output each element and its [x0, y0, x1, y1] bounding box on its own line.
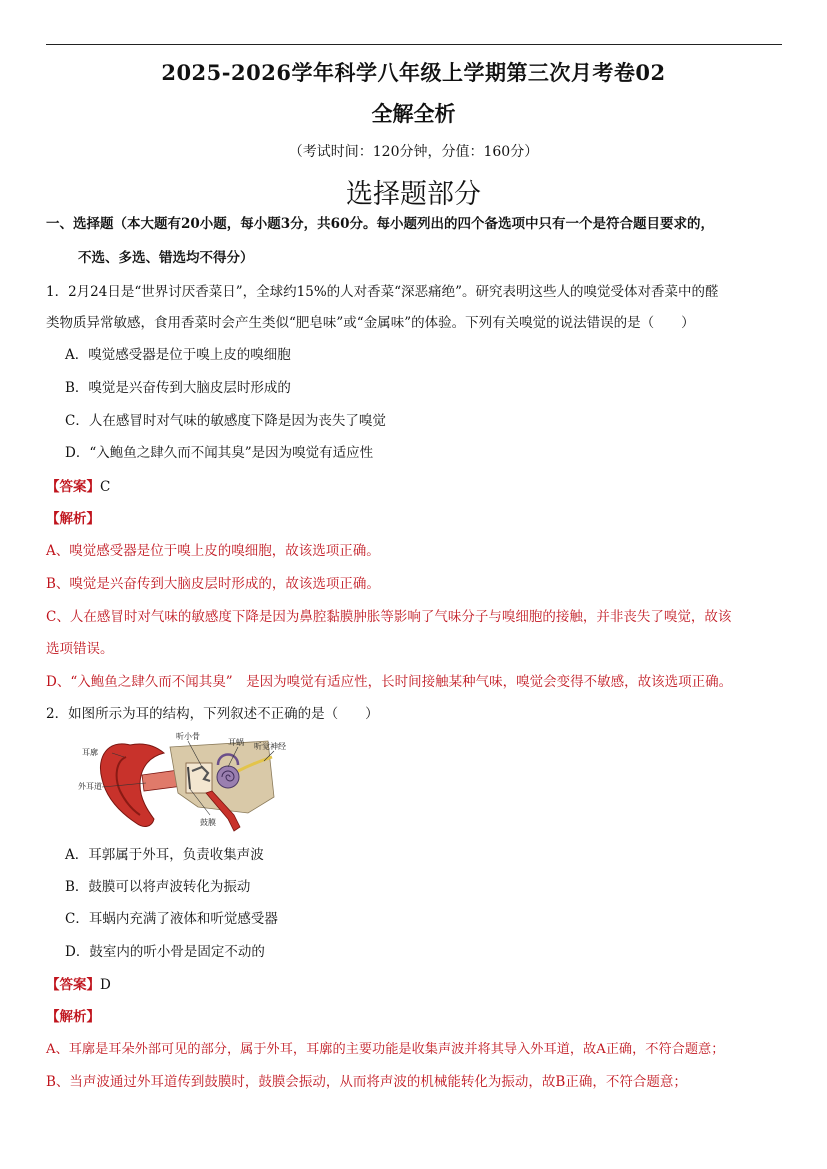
q1-answer-value: C: [100, 479, 111, 495]
instructions-line-2: 不选、多选、错选均不得分）: [78, 250, 254, 266]
page-title: 2025-2026学年科学八年级上学期第三次月考卷02: [161, 60, 666, 85]
q1-option-a: A．嗅觉感受器是位于嗅上皮的嗅细胞: [65, 347, 291, 363]
exam-info: （考试时间：120分钟，分值：160分）: [288, 144, 539, 160]
label-eardrum: 鼓膜: [200, 818, 216, 827]
q2-option-d: D．鼓室内的听小骨是固定不动的: [65, 944, 265, 960]
q2-option-c: C．耳蜗内充满了液体和听觉感受器: [65, 911, 278, 927]
q1-analysis-tag: 【解析】: [46, 511, 100, 527]
q1-analysis-c1: C、人在感冒时对气味的敏感度下降是因为鼻腔黏膜肿胀等影响了气味分子与嗅细胞的接触，并非丧失了嗅觉，故该: [46, 609, 732, 625]
q2-analysis-a: A、耳廓是耳朵外部可见的部分，属于外耳，耳廓的主要功能是收集声波并将其导入外耳道，故A正确，不符合题意；: [46, 1042, 725, 1057]
q2-analysis-b: B、当声波通过外耳道传到鼓膜时，鼓膜会振动，从而将声波的机械能转化为振动，故B正确，不符合题意；: [46, 1074, 687, 1090]
label-ossicles: 听小骨: [176, 732, 200, 741]
ear-diagram: [78, 727, 318, 837]
q1-answer: [46, 477, 110, 497]
q2-answer-tag: 【答案】: [46, 977, 100, 993]
q2-stem: 2．如图所示为耳的结构，下列叙述不正确的是（ ）: [46, 706, 379, 722]
q1-option-c: C．人在感冒时对气味的敏感度下降是因为丧失了嗅觉: [65, 413, 386, 429]
label-auditory-nerve: 听觉神经: [254, 742, 286, 751]
label-ear-canal: 外耳道: [78, 782, 102, 791]
q2-option-b: B．鼓膜可以将声波转化为振动: [65, 879, 251, 895]
q1-analysis-b: B、嗅觉是兴奋传到大脑皮层时形成的，故该选项正确。: [46, 576, 380, 592]
ear-structure-figure: [78, 727, 318, 837]
header-rule: [46, 44, 782, 45]
q1-analysis-c2: 选项错误。: [46, 641, 114, 657]
label-cochlea: 耳蜗: [228, 738, 244, 747]
q1-stem-line-1: 1．2月24日是“世界讨厌香菜日”，全球约15%的人对香菜“深恶痛绝”。研究表明这些人的嗅觉受体对香菜中的醛: [46, 284, 719, 300]
q1-option-d: D．“入鲍鱼之肆久而不闻其臭”是因为嗅觉有适应性: [65, 445, 374, 461]
q1-stem-line-2: 类物质异常敏感，食用香菜时会产生类似“肥皂味”或“金属味”的体验。下列有关嗅觉的说法错误的是（ ）: [46, 315, 695, 331]
q1-analysis-a: A、嗅觉感受器是位于嗅上皮的嗅细胞，故该选项正确。: [46, 543, 380, 559]
q1-option-b: B．嗅觉是兴奋传到大脑皮层时形成的: [65, 380, 291, 396]
label-auricle: 耳廓: [82, 748, 98, 757]
q2-answer: [46, 975, 111, 995]
instructions-line-1: 一、选择题（本大题有20小题，每小题3分，共60分。每小题列出的四个备选项中只有一个是符合题目要求的，: [46, 216, 714, 232]
section-title: 选择题部分: [346, 179, 481, 210]
q2-analysis-tag: 【解析】: [46, 1009, 100, 1025]
q2-option-a: A．耳郭属于外耳，负责收集声波: [65, 847, 264, 863]
q1-analysis-d: D、“入鲍鱼之肆久而不闻其臭” 是因为嗅觉有适应性，长时间接触某种气味，嗅觉会变得不敏感，故该选项正确。: [46, 674, 733, 690]
page-subtitle: 全解全析: [371, 101, 456, 126]
q2-answer-value: D: [100, 977, 111, 993]
cochlea-shape: [217, 766, 239, 788]
q1-answer-tag: 【答案】: [46, 479, 100, 495]
